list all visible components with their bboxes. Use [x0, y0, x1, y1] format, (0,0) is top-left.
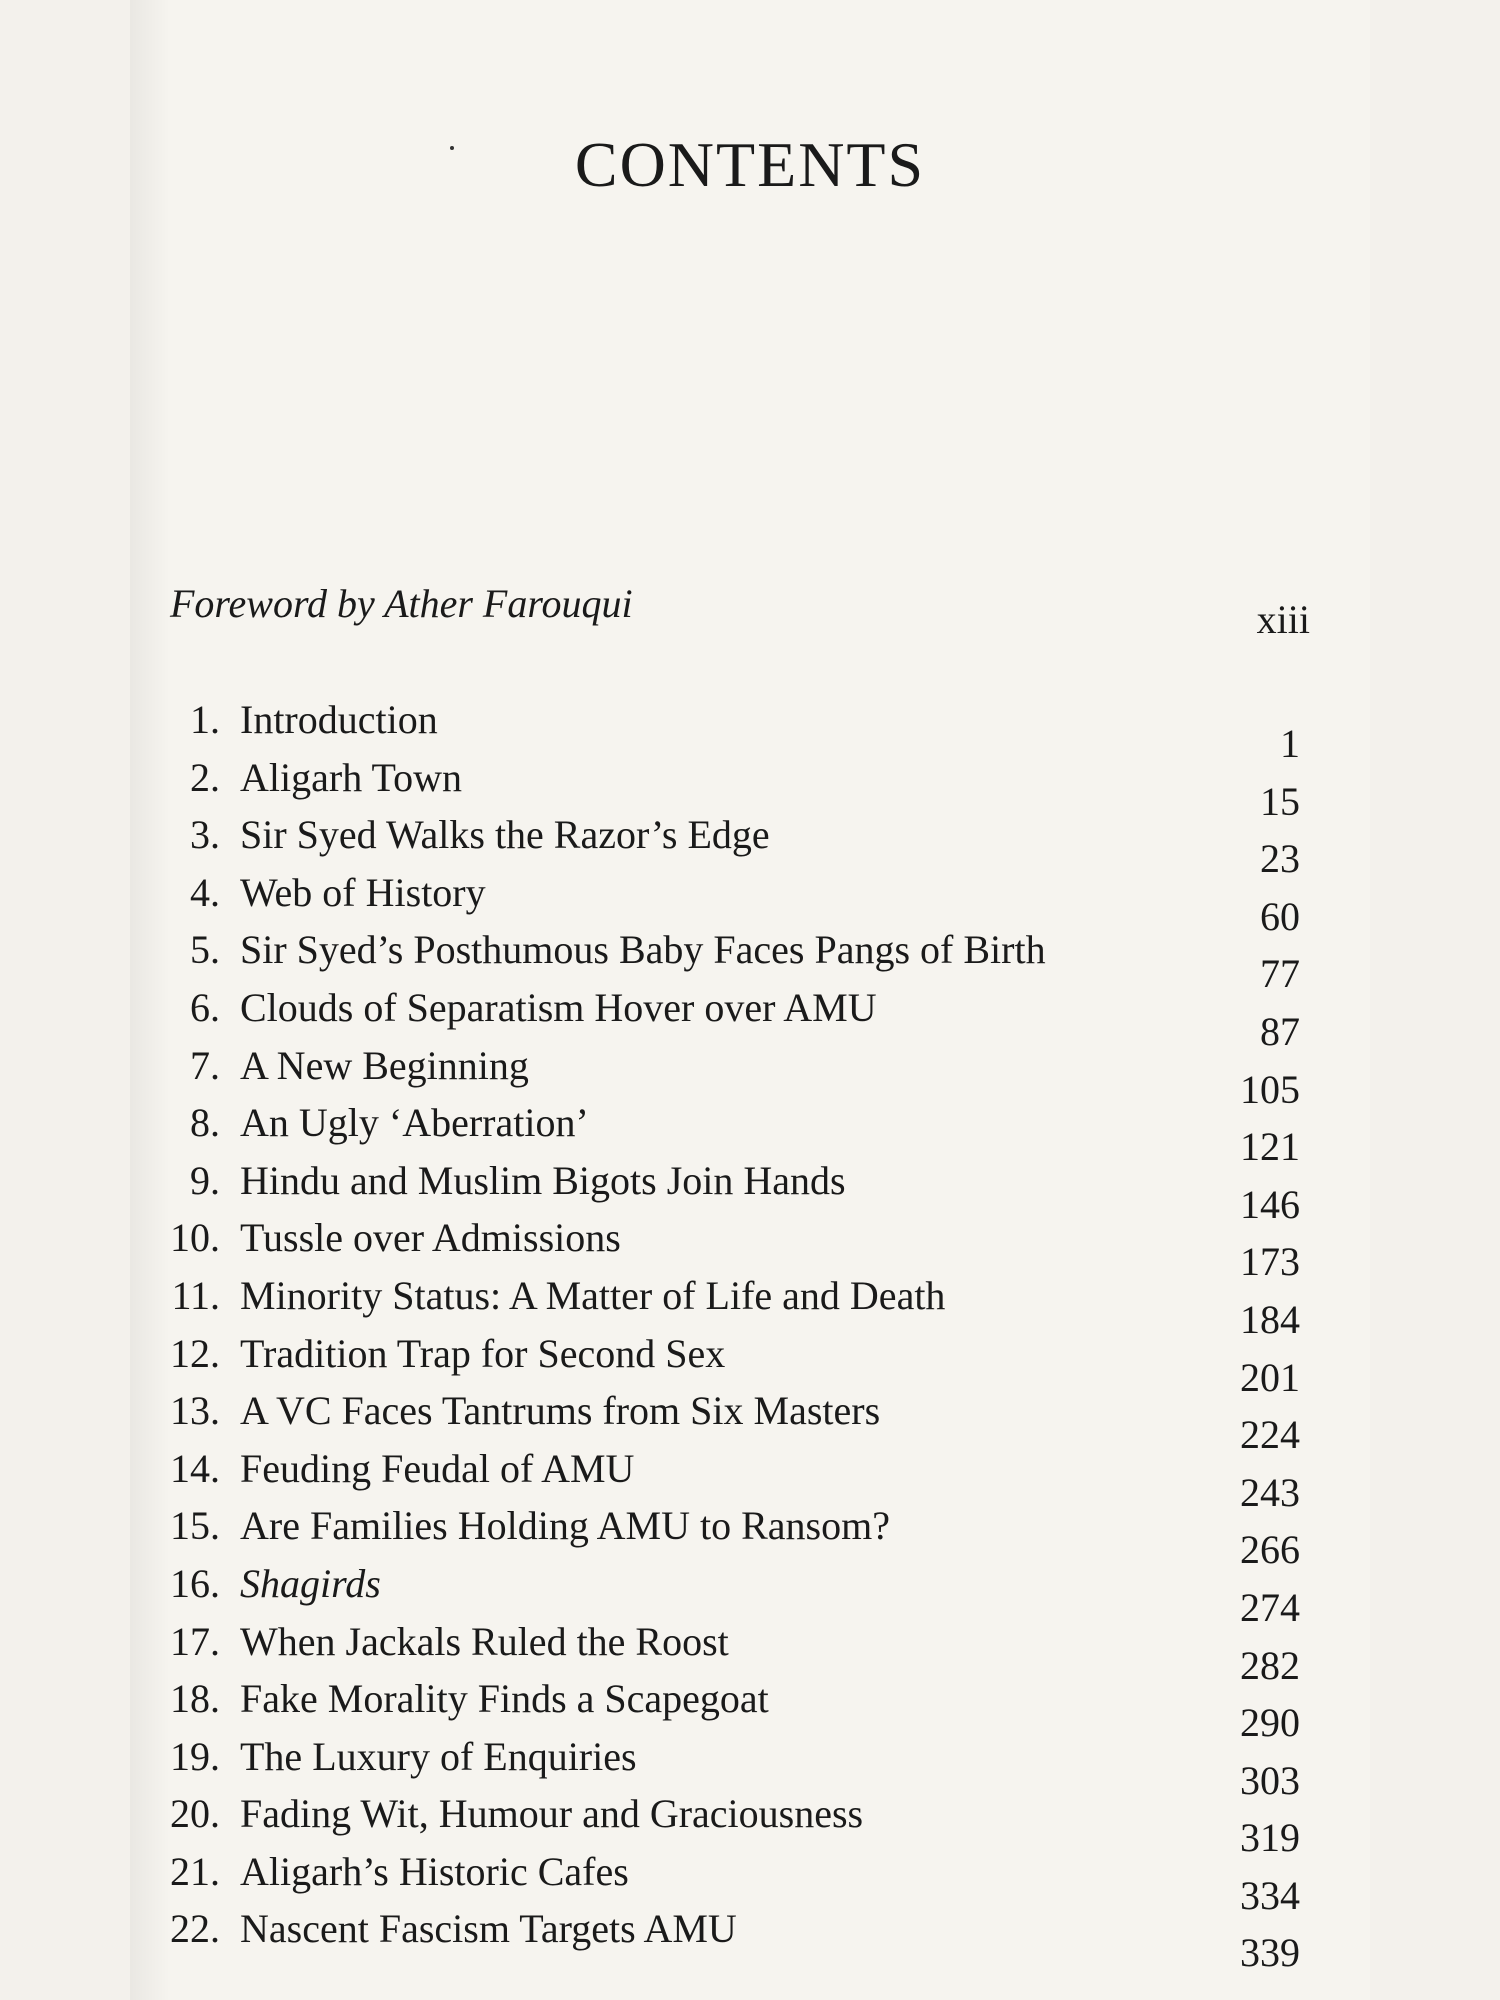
chapter-title: Clouds of Separatism Hover over AMU: [240, 984, 877, 1030]
toc-entry: [160, 696, 1300, 766]
chapter-number: 15.: [170, 1503, 220, 1549]
chapter-page-number: 282: [1240, 1642, 1300, 1688]
chapter-page-number: 87: [1260, 1008, 1300, 1054]
toc-entry: [160, 1560, 1300, 1630]
chapter-number: 1.: [190, 697, 220, 742]
toc-entry: [160, 1618, 1300, 1688]
toc-entry: [160, 1733, 1300, 1803]
chapter-page-number: 303: [1240, 1757, 1300, 1803]
chapter-number: 6.: [190, 984, 220, 1030]
chapter-number: 19.: [170, 1733, 220, 1779]
foreword-entry: [170, 580, 1310, 640]
toc-entry: [160, 869, 1300, 939]
chapter-number: 21.: [170, 1848, 220, 1894]
toc-entry: [160, 1214, 1300, 1285]
chapter-title: A VC Faces Tantrums from Six Masters: [240, 1388, 881, 1434]
foreword-label: Foreword by Ather Farouqui: [170, 581, 633, 626]
chapter-number: 16.: [170, 1560, 220, 1606]
chapter-title: Aligarh’s Historic Cafes: [240, 1848, 629, 1894]
chapter-page-number: 334: [1240, 1872, 1300, 1918]
chapter-title: Shagirds: [240, 1560, 381, 1606]
chapter-page-number: 1: [1280, 721, 1300, 766]
chapter-number: 12.: [170, 1330, 220, 1376]
toc-entry: [160, 984, 1300, 1054]
chapter-page-number: 339: [1240, 1930, 1300, 1976]
chapter-page-number: 243: [1240, 1469, 1300, 1515]
chapter-title: When Jackals Ruled the Roost: [240, 1618, 729, 1664]
chapter-title: Are Families Holding AMU to Ransom?: [240, 1503, 890, 1549]
chapter-title: Sir Syed Walks the Razor’s Edge: [240, 812, 770, 858]
chapter-number: 17.: [170, 1618, 220, 1664]
chapter-number: 8.: [190, 1100, 220, 1146]
chapter-title: Nascent Fascism Targets AMU: [240, 1906, 737, 1952]
toc-entry: [160, 754, 1300, 824]
toc-entry: [160, 1330, 1300, 1400]
chapter-page-number: 184: [1240, 1296, 1300, 1342]
chapter-page-number: 146: [1240, 1181, 1300, 1227]
chapter-number: 20.: [170, 1791, 220, 1837]
chapter-number: 14.: [170, 1445, 220, 1491]
chapter-number: 13.: [170, 1388, 220, 1434]
chapter-title: Fading Wit, Humour and Graciousness: [240, 1791, 864, 1837]
book-page: [130, 0, 1370, 2000]
toc-entry: [160, 1848, 1300, 1918]
chapter-page-number: 201: [1240, 1354, 1300, 1400]
chapter-page-number: 77: [1260, 951, 1300, 997]
toc-entry: [160, 926, 1300, 997]
chapter-number: 22.: [170, 1906, 220, 1952]
chapter-title: Feuding Feudal of AMU: [240, 1445, 635, 1491]
contents-list: [160, 696, 1300, 1976]
foreword-page-number: xiii: [1256, 597, 1310, 642]
chapter-title: Web of History: [240, 869, 486, 915]
chapter-title: Aligarh Town: [240, 754, 462, 800]
chapter-number: 10.: [170, 1215, 220, 1261]
chapter-page-number: 173: [1240, 1239, 1300, 1285]
chapter-title: Sir Syed’s Posthumous Baby Faces Pangs of Birth: [240, 927, 1046, 973]
toc-entry: [160, 1445, 1300, 1515]
chapter-title: Minority Status: A Matter of Life and Death: [240, 1272, 946, 1318]
toc-entry: [160, 811, 1300, 882]
chapter-title: Hindu and Muslim Bigots Join Hands: [240, 1157, 846, 1203]
toc-entry: [160, 1099, 1300, 1170]
chapter-page-number: 23: [1260, 836, 1300, 882]
chapter-title: The Luxury of Enquiries: [240, 1733, 637, 1779]
chapter-page-number: 266: [1240, 1527, 1300, 1573]
toc-entry: [160, 1675, 1300, 1746]
toc-entry: [160, 1157, 1300, 1227]
toc-entry: [160, 1502, 1300, 1573]
chapter-number: 4.: [190, 869, 220, 915]
toc-entry: [160, 1905, 1300, 1976]
chapter-number: 2.: [190, 754, 220, 800]
chapter-title: An Ugly ‘Aberration’: [240, 1100, 589, 1146]
chapter-title: Tradition Trap for Second Sex: [240, 1330, 726, 1376]
chapter-page-number: 105: [1240, 1066, 1300, 1112]
toc-entry: [160, 1042, 1300, 1112]
toc-entry: [160, 1272, 1300, 1342]
chapter-title: Fake Morality Finds a Scapegoat: [240, 1676, 769, 1722]
chapter-page-number: 224: [1240, 1412, 1300, 1458]
chapter-page-number: 60: [1260, 893, 1300, 939]
chapter-number: 3.: [190, 812, 220, 858]
chapter-page-number: 15: [1260, 778, 1300, 824]
chapter-number: 7.: [190, 1042, 220, 1088]
chapter-number: 11.: [171, 1272, 220, 1318]
chapter-page-number: 290: [1240, 1700, 1300, 1746]
toc-entry: [160, 1387, 1300, 1458]
chapter-title: Tussle over Admissions: [240, 1215, 621, 1261]
chapter-page-number: 121: [1240, 1124, 1300, 1170]
chapter-number: 9.: [190, 1157, 220, 1203]
toc-entry: [160, 1790, 1300, 1861]
chapter-number: 5.: [190, 927, 220, 973]
page-title: CONTENTS: [574, 129, 926, 200]
chapter-title: Introduction: [240, 697, 438, 742]
chapter-page-number: 274: [1240, 1584, 1300, 1630]
chapter-page-number: 319: [1240, 1815, 1300, 1861]
chapter-title: A New Beginning: [240, 1042, 529, 1088]
chapter-number: 18.: [170, 1676, 220, 1722]
